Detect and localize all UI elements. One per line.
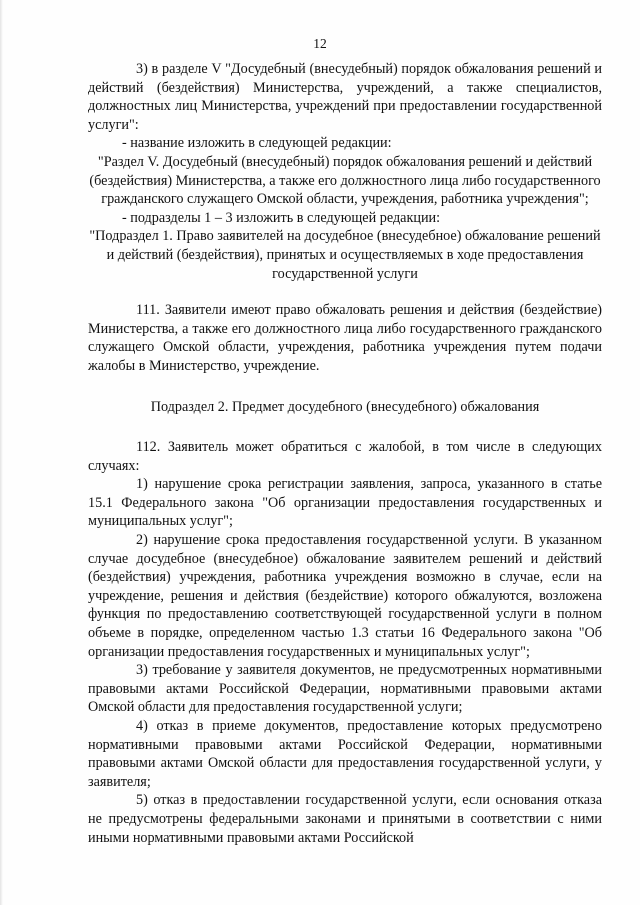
scan-edge-shadow <box>0 0 3 905</box>
case-item-4: 4) отказ в приеме документов, предоставление которых предусмотрено нормативными правовыми актами Российской Федерации, нормативными правовыми актами Омской области для предоставления государственной услуги, у заявителя; <box>88 718 602 790</box>
new-section-title: "Раздел V. Досудебный (внесудебный) порядок обжалования решений и действий (бездействия) Министерства, а также его должностного лица либо государственного гражданского служащего Омской области, учреждения, работника учреждения"; <box>89 153 601 208</box>
spacer <box>88 376 602 398</box>
document-body <box>88 60 602 847</box>
case-item-1: 1) нарушение срока регистрации заявления, запроса, указанного в статье 15.1 Федерального закона "Об организации предоставления государственных и муниципальных услуг"; <box>88 476 602 530</box>
paragraph-112: 112. Заявитель может обратиться с жалобой, в том числе в следующих случаях: <box>88 439 602 474</box>
case-item-2: 2) нарушение срока предоставления государственной услуги. В указанном случае досудебное (внесудебное) обжалование заявителем решений и действий (бездействия) учреждения, работника учреждения возможно в случае, если на учреждение, решения и действия (бездействие) которого обжалуются, возложена функция по предоставлению соответствующей государственной услуги в полном объеме в порядке, определенном частью 1.3 статьи 16 Федерального закона "Об организации предоставления государственных и муниципальных услуг"; <box>88 532 602 660</box>
case-item-5: 5) отказ в предоставлении государственной услуги, если основания отказа не предусмотрены федеральными законами и принятыми в соответствии с ними иными нормативными правовыми актами Российской <box>88 792 602 846</box>
subsection1-title: "Подраздел 1. Право заявителей на досудебное (внесудебное) обжалование решений и действий (бездействия), принятых и осуществляемых в ходе предоставления государственной услуги <box>89 228 601 282</box>
title-instruction: - название изложить в следующей редакции: <box>122 135 392 152</box>
section3-intro-paragraph: 3) в разделе V "Досудебный (внесудебный) порядок обжалования решений и действий (бездействия) Министерства, учреждений, а также специалистов, должностных лиц Министерства, учреждений при предоставлении государственной услуги": <box>88 61 602 133</box>
spacer <box>88 416 602 438</box>
subsections-instruction: - подразделы 1 – 3 изложить в следующей редакции: <box>122 209 441 226</box>
subsection2-title: Подраздел 2. Предмет досудебного (внесудебного) обжалования <box>150 398 540 415</box>
paragraph-111: 111. Заявители имеют право обжаловать решения и действия (бездействие) Министерства, а также его должностного лица либо государственного гражданского служащего Омской области, учреждения, работника учреждения путем подачи жалобы в Министерство, учреждение. <box>88 302 602 374</box>
page-number: 12 <box>313 36 327 51</box>
case-item-3: 3) требование у заявителя документов, не предусмотренных нормативными правовыми актами Российской Федерации, нормативными правовыми актами Омской области для предоставления государственной услуги; <box>88 662 602 716</box>
spacer <box>88 283 602 301</box>
